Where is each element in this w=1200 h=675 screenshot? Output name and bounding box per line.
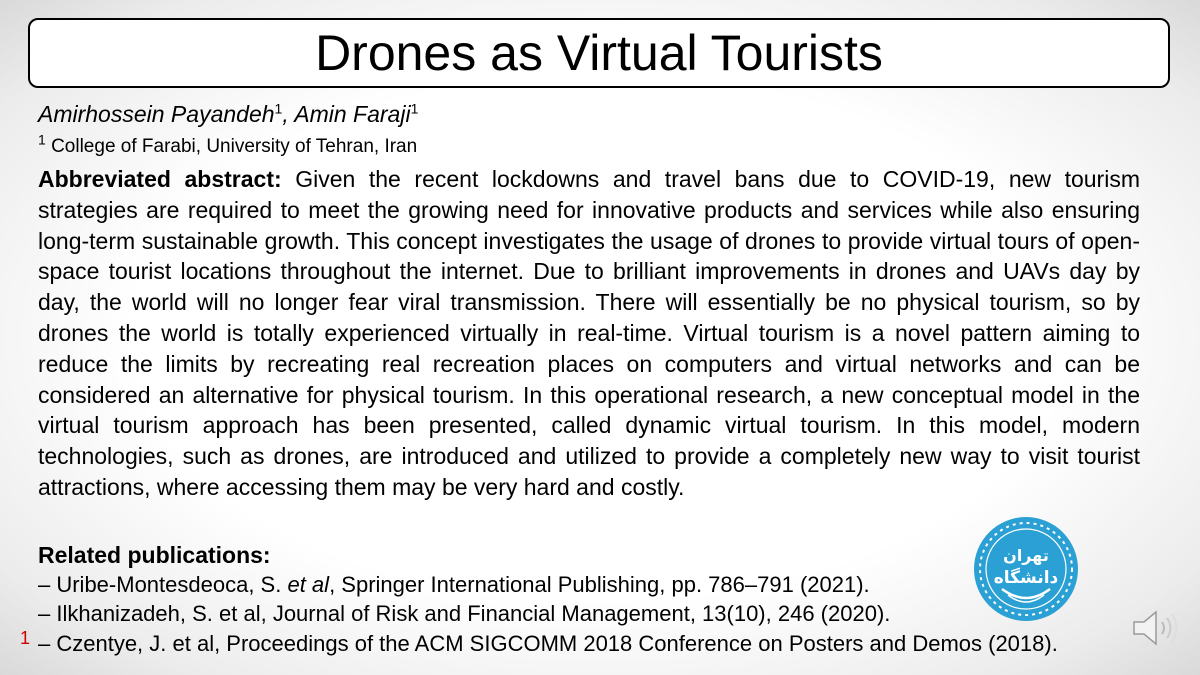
page-number: 1 — [20, 628, 31, 648]
publication-item — [38, 572, 870, 598]
affiliation — [38, 131, 418, 158]
publication-text: , Springer International Publishing, pp. 786–791 (2021). — [329, 572, 870, 597]
slide-title: Drones as Virtual Tourists — [315, 25, 883, 81]
publication-item: – Ilkhanizadeh, S. et al, Journal of Risk and Financial Management, 13(10), 246 (2020). — [38, 601, 891, 626]
abstract-label: Abbreviated abstract: — [38, 166, 282, 192]
affiliation-text: College of Farabi, University of Tehran, Iran — [45, 136, 418, 157]
author-separator: , — [282, 101, 295, 127]
speaker-icon[interactable] — [1126, 600, 1182, 656]
title-box — [28, 18, 1170, 88]
author-affiliation-marker: 1 — [274, 100, 283, 117]
publication-etal: et al — [287, 572, 330, 597]
publication-text: – Uribe-Montesdeoca, S. — [38, 572, 288, 597]
university-logo-icon — [972, 515, 1080, 623]
author-name: Amin Faraji — [294, 101, 411, 127]
author-line — [38, 101, 418, 128]
logo-text-top: تهران — [1003, 546, 1049, 565]
author-name: Amirhossein Payandeh — [38, 101, 275, 127]
logo-text-bottom: دانشگاه — [993, 568, 1059, 588]
author-affiliation-marker: 1 — [410, 100, 419, 117]
publications-heading: Related publications: — [38, 542, 271, 568]
abstract-text: Given the recent lockdowns and travel bans due to COVID-19, new tourism strategies are required to meet the growing need for innovative products and services while also ensuring long-term sustainable growth. This concept investigates the usage of drones to provide virtual tours of open-space tourist locations throughout the internet. Due to brilliant improvements in drones and UAVs day by day, the world will no longer fear viral transmission. There will essentially be no physical tourism, so by drones the world is totally experienced virtually in real-time. Virtual tourism is a novel pattern aiming to reduce the limits by recreating real recreation places on computers and virtual networks and can be considered an alternative for physical tourism. In this operational research, a new conceptual model in the virtual tourism approach has been presented, called dynamic virtual tourism. In this model, modern technologies, such as drones, are introduced and utilized to provide a completely new way to visit tourist attractions, where accessing them may be very hard and costly. — [38, 166, 1140, 500]
affiliation-marker: 1 — [38, 131, 46, 148]
publication-item: – Czentye, J. et al, Proceedings of the ACM SIGCOMM 2018 Conference on Posters and Demos (2018). — [38, 631, 1058, 656]
abstract — [38, 164, 1140, 503]
